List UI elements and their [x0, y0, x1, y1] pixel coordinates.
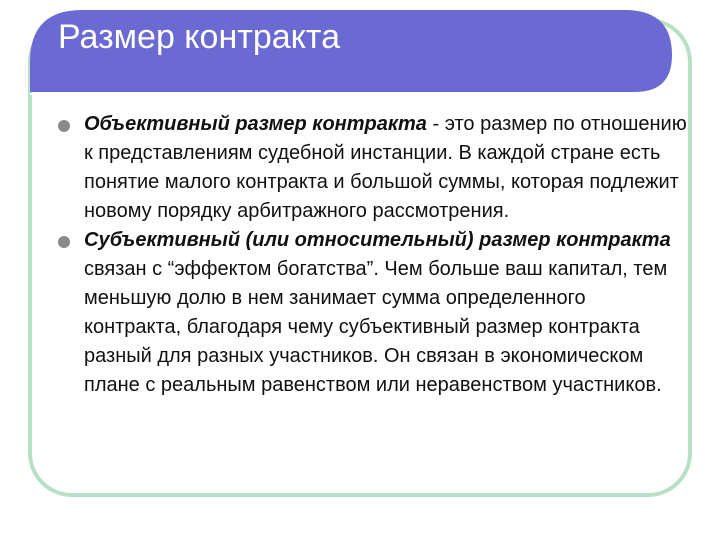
bullet-list: [58, 110, 688, 400]
bullet-item-objective: [58, 110, 688, 226]
bullet-dot-icon: [58, 236, 70, 248]
bullet-term: Объективный размер контракта: [84, 113, 427, 135]
bullet-dot-icon: [58, 120, 70, 132]
bullet-text: связан с “эффектом богатства”. Чем больше ваш капитал, тем меньшую долю в нем занимает сумма определенного контракта, благодаря чему субъективный размер контракта разный для разных участников. Он связан в экономическом плане с реальным равенством или неравенством участников.: [84, 258, 668, 396]
bullet-text: - это размер по отношению к представлениям судебной инстанции. В каждой стране есть понятие малого контракта и большой суммы, которая подлежит новому порядку арбитражного рассмотрения.: [84, 113, 687, 222]
bullet-term: Субъективный (или относительный) размер контракта: [84, 229, 671, 251]
bullet-item-subjective: [58, 226, 688, 400]
slide-title: Размер контракта: [58, 18, 340, 56]
